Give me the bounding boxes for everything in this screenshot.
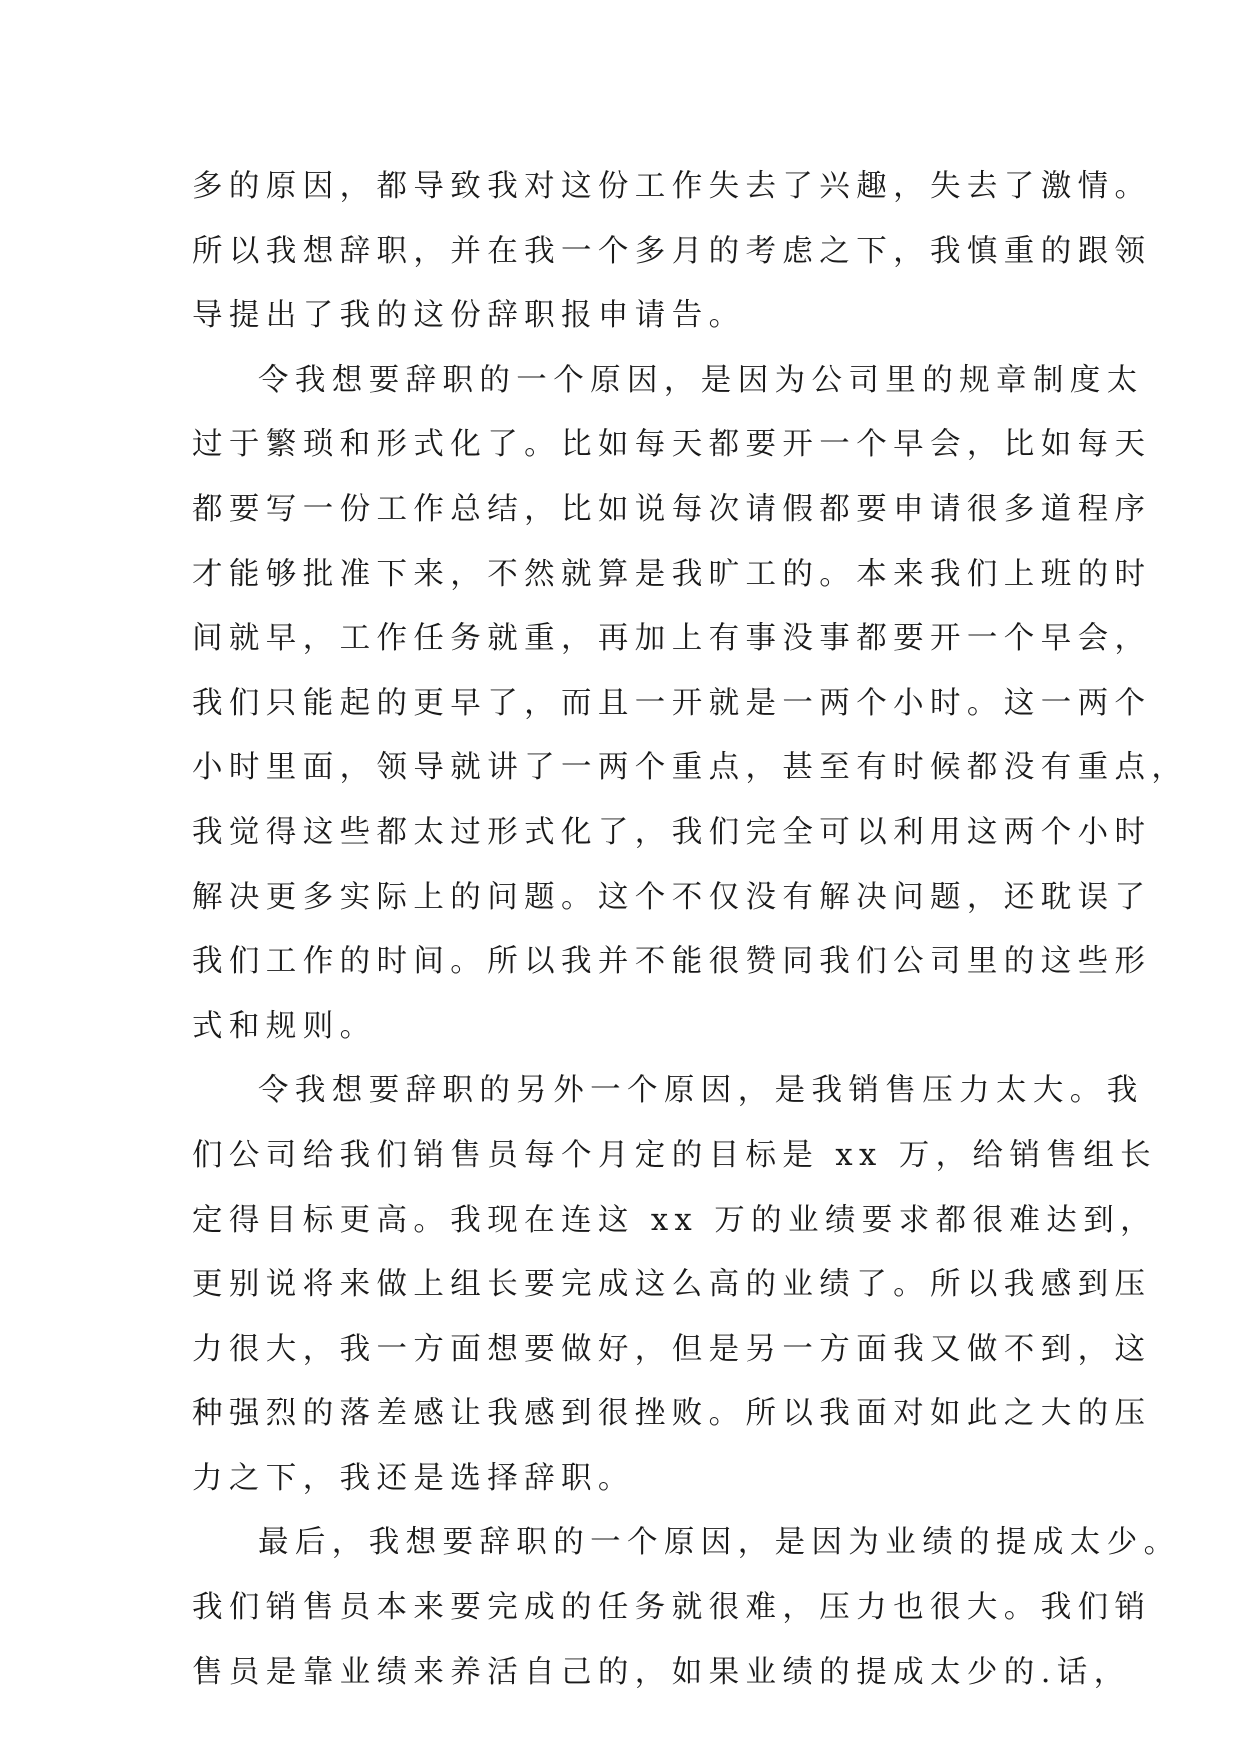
text-line: 我觉得这些都太过形式化了，我们完全可以利用这两个小时 — [192, 814, 1152, 850]
text-line: 都要写一份工作总结，比如说每次请假都要申请很多道程序 — [192, 491, 1152, 527]
text-line: 售员是靠业绩来养活自己的，如果业绩的提成太少的.话， — [192, 1654, 1131, 1690]
text-line: 们公司给我们销售员每个月定的目标是 xx 万，给销售组长 — [192, 1137, 1157, 1173]
text-line: 式和规则。 — [192, 1008, 377, 1044]
text-line: 才能够批准下来，不然就算是我旷工的。本来我们上班的时 — [192, 556, 1152, 592]
text-line: 力很大，我一方面想要做好，但是另一方面我又做不到，这 — [192, 1331, 1152, 1367]
document-body — [192, 155, 1189, 1705]
text-line: 更别说将来做上组长要完成这么高的业绩了。所以我感到压 — [192, 1267, 1152, 1303]
text-line: 间就早，工作任务就重，再加上有事没事都要开一个早会， — [192, 621, 1152, 657]
paragraph-first-line: 令我想要辞职的另外一个原因，是我销售压力太大。我 — [258, 1073, 1144, 1109]
text-line: 多的原因，都导致我对这份工作失去了兴趣，失去了激情。 — [192, 169, 1152, 204]
text-line: 我们工作的时间。所以我并不能很赞同我们公司里的这些形 — [192, 944, 1152, 980]
text-line: 我们销售员本来要完成的任务就很难，压力也很大。我们销 — [192, 1590, 1152, 1626]
text-line: 过于繁琐和形式化了。比如每天都要开一个早会，比如每天 — [192, 427, 1152, 463]
text-line: 我们只能起的更早了，而且一开就是一两个小时。这一两个 — [192, 685, 1152, 721]
text-line: 所以我想辞职，并在我一个多月的考虑之下，我慎重的跟领 — [192, 233, 1152, 269]
text-line: 导提出了我的这份辞职报申请告。 — [192, 298, 746, 334]
text-line: 解决更多实际上的问题。这个不仅没有解决问题，还耽误了 — [192, 879, 1152, 915]
paragraph-first-line: 令我想要辞职的一个原因，是因为公司里的规章制度太 — [258, 362, 1144, 398]
text-line: 小时里面，领导就讲了一两个重点，甚至有时候都没有重点， — [192, 750, 1189, 786]
text-line: 种强烈的落差感让我感到很挫败。所以我面对如此之大的压 — [192, 1396, 1152, 1432]
paragraph-first-line: 最后，我想要辞职的一个原因，是因为业绩的提成太少。 — [258, 1525, 1181, 1561]
text-line: 定得目标更高。我现在连这 xx 万的业绩要求都很难达到， — [192, 1202, 1157, 1238]
text-line: 力之下，我还是选择辞职。 — [192, 1460, 635, 1496]
